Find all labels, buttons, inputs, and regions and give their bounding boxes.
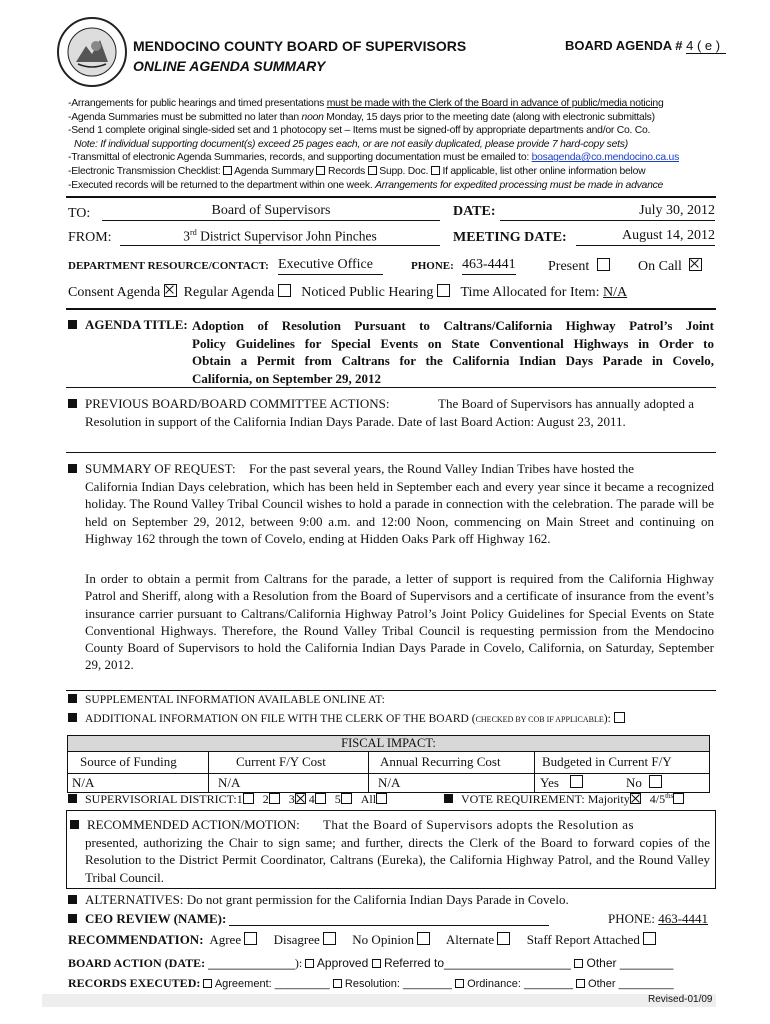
supplemental-online-label: SUPPLEMENTAL INFORMATION AVAILABLE ONLINE AT: xyxy=(68,694,385,706)
board-action-row: BOARD ACTION (DATE: _____________): Approved Referred to___________________ Other ________ xyxy=(68,956,674,970)
checkbox-agenda-summary[interactable] xyxy=(223,166,232,175)
fiscal-annual-value: N/A xyxy=(378,775,401,790)
to-label: TO: xyxy=(68,206,91,221)
four-fifths-checkbox[interactable] xyxy=(673,793,684,804)
alternatives-row: ALTERNATIVES: Do not grant permission for the California Indian Days Parade in Covelo. xyxy=(68,892,569,908)
rec-agree-checkbox[interactable] xyxy=(244,932,257,945)
fiscal-title: FISCAL IMPACT: xyxy=(68,736,709,751)
district-5-checkbox[interactable] xyxy=(341,793,352,804)
summary-label: SUMMARY OF REQUEST: xyxy=(68,461,236,477)
staff-report-checkbox[interactable] xyxy=(643,932,656,945)
district-2-checkbox[interactable] xyxy=(269,793,280,804)
rec-no-opinion-checkbox[interactable] xyxy=(417,932,430,945)
phone-label: PHONE: xyxy=(411,260,454,272)
rec-alternate-checkbox[interactable] xyxy=(497,932,510,945)
transmission-checklist: -Electronic Transmission Checklist: Agenda Summary Records Supp. Doc. If applicable, list other online information below xyxy=(68,165,646,177)
budgeted-no-checkbox[interactable] xyxy=(649,775,662,788)
revision-label: Revised-01/09 xyxy=(648,994,713,1005)
dept-contact-field[interactable]: Executive Office xyxy=(278,257,383,275)
instruction-line: -Send 1 complete original single-sided set and 1 photocopy set – Items must be signed-off by appropriate departments and/or Co. Co. xyxy=(68,125,651,137)
date-label: DATE: xyxy=(453,204,496,219)
budgeted-yes-checkbox[interactable] xyxy=(570,775,583,788)
present-checkbox[interactable] xyxy=(597,258,610,271)
approved-checkbox[interactable] xyxy=(305,959,314,968)
clerk-file-checkbox[interactable] xyxy=(614,712,625,723)
agenda-number-label: BOARD AGENDA # 4 ( e ) xyxy=(565,38,726,54)
district-row: SUPERVISORIAL DISTRICT:1 2 3 4 5 All xyxy=(68,792,387,807)
fiscal-current-value: N/A xyxy=(218,775,241,790)
from-label: FROM: xyxy=(68,230,112,245)
header-divider xyxy=(66,196,716,198)
rec-disagree-checkbox[interactable] xyxy=(323,932,336,945)
footer-bar xyxy=(42,994,716,1007)
time-allocated-value: N/A xyxy=(603,285,628,300)
recommendation-row: RECOMMENDATION: Agree Disagree No Opinion Alternate Staff Report Attached xyxy=(68,932,656,948)
other-record-checkbox[interactable] xyxy=(576,979,585,988)
present-option: Present xyxy=(548,258,610,275)
records-executed-row: RECORDS EXECUTED: Agreement: _________ Resolution: ________ Ordinance: ________ Other _________ xyxy=(68,976,674,990)
agreement-checkbox[interactable] xyxy=(203,979,212,988)
noticed-hearing-checkbox[interactable] xyxy=(437,284,450,297)
summary-text: California Indian Days celebration, which has been held in September each and every year since it became a recognized holiday. The Round Valley Tribal Council wishes to hold a parade in connection with the celebration. The parade will be held on September 29, 2012, between 9:00 a.m. and 12:00 Noon, commencing on Main Street and continuing on Highway 162 through the town of Covelo, ending at Hidden Oaks Park off Highway 162. xyxy=(85,479,714,546)
fiscal-header-annual: Annual Recurring Cost xyxy=(380,754,501,769)
meeting-date-field[interactable]: August 14, 2012 xyxy=(576,228,715,246)
recommended-first-line: That the Board of Supervisors adopts the Resolution as xyxy=(323,817,634,832)
resolution-checkbox[interactable] xyxy=(333,979,342,988)
ordinance-checkbox[interactable] xyxy=(455,979,464,988)
instruction-line: -Agenda Summaries must be submitted no later than noon Monday, 15 days prior to the meeting date (along with electronic submittals) xyxy=(68,111,655,123)
fiscal-header-source: Source of Funding xyxy=(80,754,177,769)
regular-agenda-checkbox[interactable] xyxy=(278,284,291,297)
checkbox-records[interactable] xyxy=(316,166,325,175)
ceo-phone: PHONE: 463-4441 xyxy=(608,911,709,926)
email-link[interactable]: bosagenda@co.mendocino.ca.us xyxy=(531,152,680,164)
from-field[interactable]: 3rd District Supervisor John Pinches xyxy=(120,228,440,246)
district-4-checkbox[interactable] xyxy=(315,793,326,804)
fiscal-header-budgeted: Budgeted in Current F/Y xyxy=(542,754,672,769)
instruction-line: -Executed records will be returned to the department within one week. Arrangements for expedited processing must be made in advance xyxy=(68,179,664,191)
instructions xyxy=(68,97,679,192)
section-divider xyxy=(66,452,716,453)
checkbox-supp-doc[interactable] xyxy=(368,166,377,175)
summary-paragraph-2: In order to obtain a permit from Caltrans for the parade, a letter of support is required from the California Highway Patrol and Sheriff, along with a Resolution from the Board of Supervisors and a certificate of insurance from the event’s insurance carrier pursuant to Caltrans/California Highway Patrol’s Joint Policy Guidelines for Special Events on State Conventional Highways. Therefore, the Round Valley Tribal Council is requesting permission from the Mendocino County Board of Supervisors to hold the California Indian Days Parade in Covelo, California, on Saturday, September 29, 2012. xyxy=(85,571,714,673)
to-field[interactable]: Board of Supervisors xyxy=(102,203,440,221)
district-1-checkbox[interactable] xyxy=(243,793,254,804)
district-3-checkbox[interactable] xyxy=(295,793,306,804)
dept-contact-label: DEPARTMENT RESOURCE/CONTACT: xyxy=(68,260,269,272)
section-divider xyxy=(66,690,716,691)
checkbox-other-online[interactable] xyxy=(431,166,440,175)
fiscal-header-current: Current F/Y Cost xyxy=(236,754,326,769)
summary-first-line: For the past several years, the Round Valley Indian Tribes have hosted the xyxy=(249,461,634,476)
agenda-title-label: AGENDA TITLE: xyxy=(68,317,188,333)
meeting-date-label: MEETING DATE: xyxy=(453,230,567,245)
additional-info-label: ADDITIONAL INFORMATION ON FILE WITH THE CLERK OF THE BOARD (CHECKED BY COB IF APPLICABLE): xyxy=(68,712,625,725)
on-call-checkbox[interactable] xyxy=(689,258,702,271)
agenda-title-text: Adoption of Resolution Pursuant to Caltrans/California Highway Patrol’s Joint Policy Guidelines for Special Events on State Conventional Highways in Order to Obtain a Permit from Caltrans for the California Indian Days Parade in Covelo, California, on September 29, 2012 xyxy=(192,318,714,386)
previous-actions-first-line: The Board of Supervisors has annually adopted a xyxy=(438,396,694,411)
document-subtitle: ONLINE AGENDA SUMMARY xyxy=(133,58,326,74)
form-divider xyxy=(66,308,716,310)
on-call-option: On Call xyxy=(638,258,702,275)
majority-checkbox[interactable] xyxy=(630,793,641,804)
section-divider xyxy=(66,387,716,388)
phone-field[interactable]: 463-4441 xyxy=(462,257,516,275)
district-all-checkbox[interactable] xyxy=(376,793,387,804)
document-title: MENDOCINO COUNTY BOARD OF SUPERVISORS xyxy=(133,38,467,54)
ceo-review-label: CEO REVIEW (NAME): xyxy=(68,911,226,927)
instruction-line: -Arrangements for public hearings and timed presentations must be made with the Clerk of the Board in advance of public/media noticing xyxy=(68,98,664,109)
ceo-review-name-field[interactable] xyxy=(229,911,549,926)
instruction-line: -Transmittal of electronic Agenda Summaries, records, and supporting documentation must be emailed to: bosagenda@co.mendocino.ca.us xyxy=(68,152,680,164)
previous-actions-text: Resolution in support of the California Indian Days Parade. Date of last Board Action: August 23, 2011. xyxy=(85,414,626,429)
consent-agenda-checkbox[interactable] xyxy=(164,284,177,297)
fiscal-source-value: N/A xyxy=(72,775,95,790)
other-action-checkbox[interactable] xyxy=(574,959,583,968)
instruction-note: Note: If individual supporting document(s) exceed 25 pages each, or are not easily duplicated, please provide 7 hard-copy sets) xyxy=(74,138,628,150)
county-seal xyxy=(56,16,128,88)
agenda-type-row: Consent Agenda Regular Agenda Noticed Public Hearing Time Allocated for Item: N/A xyxy=(68,285,628,300)
date-field[interactable]: July 30, 2012 xyxy=(500,203,715,221)
fiscal-impact-table: FISCAL IMPACT: Source of Funding Current F/Y Cost Annual Recurring Cost Budgeted in Current F/Y N/A N/A N/A Yes No xyxy=(67,735,710,793)
referred-checkbox[interactable] xyxy=(372,959,381,968)
previous-actions-label: PREVIOUS BOARD/BOARD COMMITTEE ACTIONS: xyxy=(68,396,389,412)
recommended-action-label: RECOMMENDED ACTION/MOTION: xyxy=(70,817,300,833)
agenda-number: 4 ( e ) xyxy=(686,38,726,54)
vote-requirement-row: VOTE REQUIREMENT: Majority $4/5^{ths}$ xyxy=(444,792,684,807)
recommended-action-text: presented, authorizing the Chair to sign same; and further, directs the Clerk of the Board to forward copies of the Resolution to the District Permit Coordinator, Caltrans (Eureka), the California Highway Patrol, and the Round Valley Tribal Council. xyxy=(85,835,710,885)
